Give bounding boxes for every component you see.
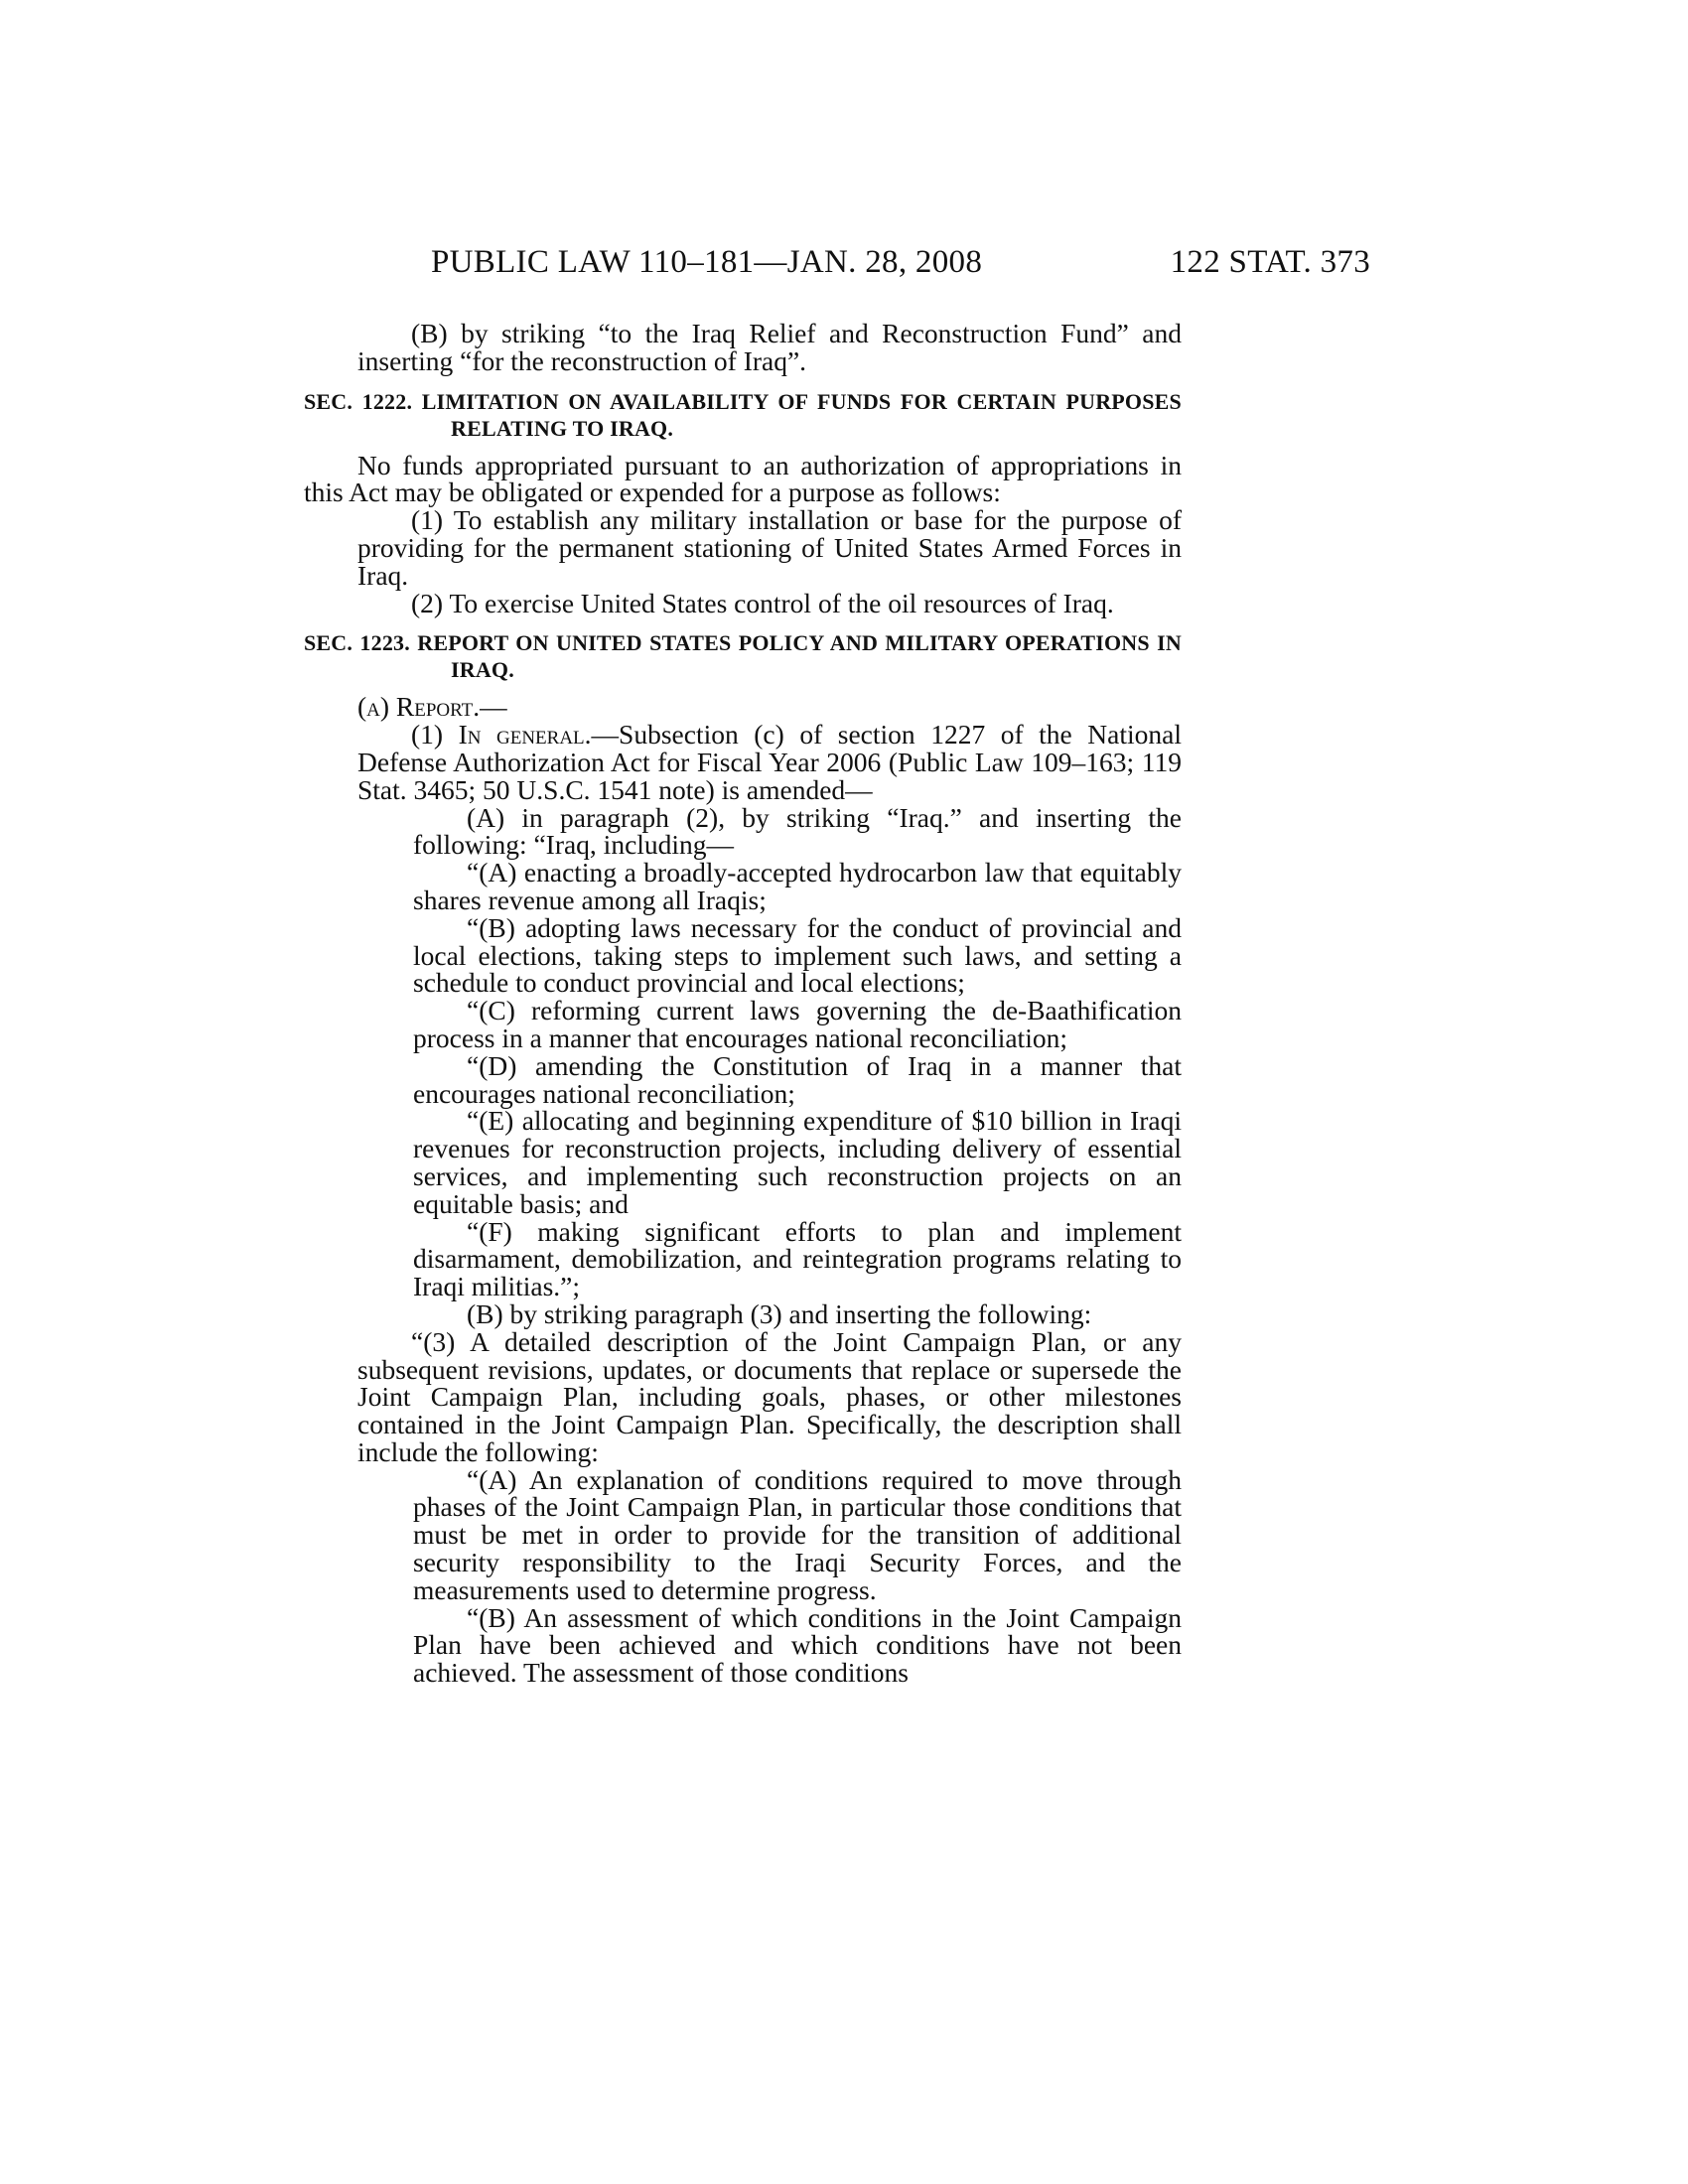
page-body	[304, 320, 1182, 1687]
paragraph-3-joint-campaign-plan: “(3) A detailed description of the Joint Campaign Plan, or any subsequent revisions, updates, or documents that replace or supersede the Joint Campaign Plan, including goals, phases, or other milestones contained in the Joint Campaign Plan. Specifically, the description shall include the following:	[357, 1325, 1182, 1467]
clause-a-hydrocarbon: “(A) enacting a broadly-accepted hydrocarbon law that equitably shares revenue among all Iraqis;	[413, 857, 1182, 915]
section-1223-heading: SEC. 1223. REPORT ON UNITED STATES POLICY AND MILITARY OPERATIONS IN IRAQ.	[304, 630, 1182, 683]
running-header	[431, 244, 1370, 284]
clause-a-conditions: “(A) An explanation of conditions required to move through phases of the Joint Campaign Plan, in particular those conditions that must be met in order to provide for the transition of additional security responsibility to the Iraqi Security Forces, and the measurements used to determine progress.	[413, 1463, 1182, 1605]
clause-b-elections: “(B) adopting laws necessary for the conduct of provincial and local elections, taking steps to implement such laws, and setting a schedule to conduct provincial and local elections;	[413, 911, 1182, 999]
subparagraph-a-paragraph-2: (A) in paragraph (2), by striking “Iraq.” and inserting the following: “Iraq, including—	[413, 801, 1182, 861]
section-1222-item-2: (2) To exercise United States control of the oil resources of Iraq.	[411, 587, 1114, 618]
subsection-a-label: (a) Report.—	[357, 691, 507, 723]
subparagraph-b-paragraph-3: (B) by striking paragraph (3) and inserting the following:	[467, 1297, 1092, 1329]
paragraph-1-in-general	[304, 721, 1182, 803]
clause-e-allocating: “(E) allocating and beginning expenditure of $10 billion in Iraqi revenues for reconstruction projects, including delivery of essential services, and implementing such reconstruction projects on an equitable basis; and	[413, 1105, 1182, 1219]
subsection-a-report	[304, 693, 1182, 721]
paragraph-b-striking: (B) by striking “to the Iraq Relief and Reconstruction Fund” and inserting “for the reconstruction of Iraq”.	[357, 318, 1182, 376]
section-1222-text: No funds appropriated pursuant to an authorization of appropriations in this Act may be obligated or expended for a purpose as follows:	[304, 449, 1182, 508]
header-stat-citation: 122 STAT. 373	[1170, 244, 1370, 280]
paragraph-1-label: (1) In general.—	[411, 719, 620, 751]
clause-d-constitution: “(D) amending the Constitution of Iraq in a manner that encourages national reconciliation;	[413, 1049, 1182, 1109]
header-title: PUBLIC LAW 110–181—JAN. 28, 2008	[431, 244, 983, 280]
clause-b-assessment: “(B) An assessment of which conditions in the Joint Campaign Plan have been achieved and which conditions have not been achieved. The assessment of those conditions	[413, 1601, 1182, 1689]
clause-c-debaathification: “(C) reforming current laws governing the de-Baathification process in a manner that encourages national reconciliation;	[413, 995, 1182, 1053]
paragraph-1-text: Subsection (c) of section 1227 of the National Defense Authorization Act for Fiscal Year 2006 (Public Law 109–163; 119 Stat. 3465; 50 U.S.C. 1541 note) is amended—	[357, 719, 1182, 805]
section-1222-item-1: (1) To establish any military installation or base for the purpose of providing for the permanent stationing of United States Armed Forces in Iraq.	[357, 504, 1182, 591]
section-1222-heading: SEC. 1222. LIMITATION ON AVAILABILITY OF FUNDS FOR CERTAIN PURPOSES RELATING TO IRAQ.	[304, 388, 1182, 441]
clause-f-militias: “(F) making significant efforts to plan and implement disarmament, demobilization, and reintegration programs relating to Iraqi militias.”;	[413, 1215, 1182, 1302]
